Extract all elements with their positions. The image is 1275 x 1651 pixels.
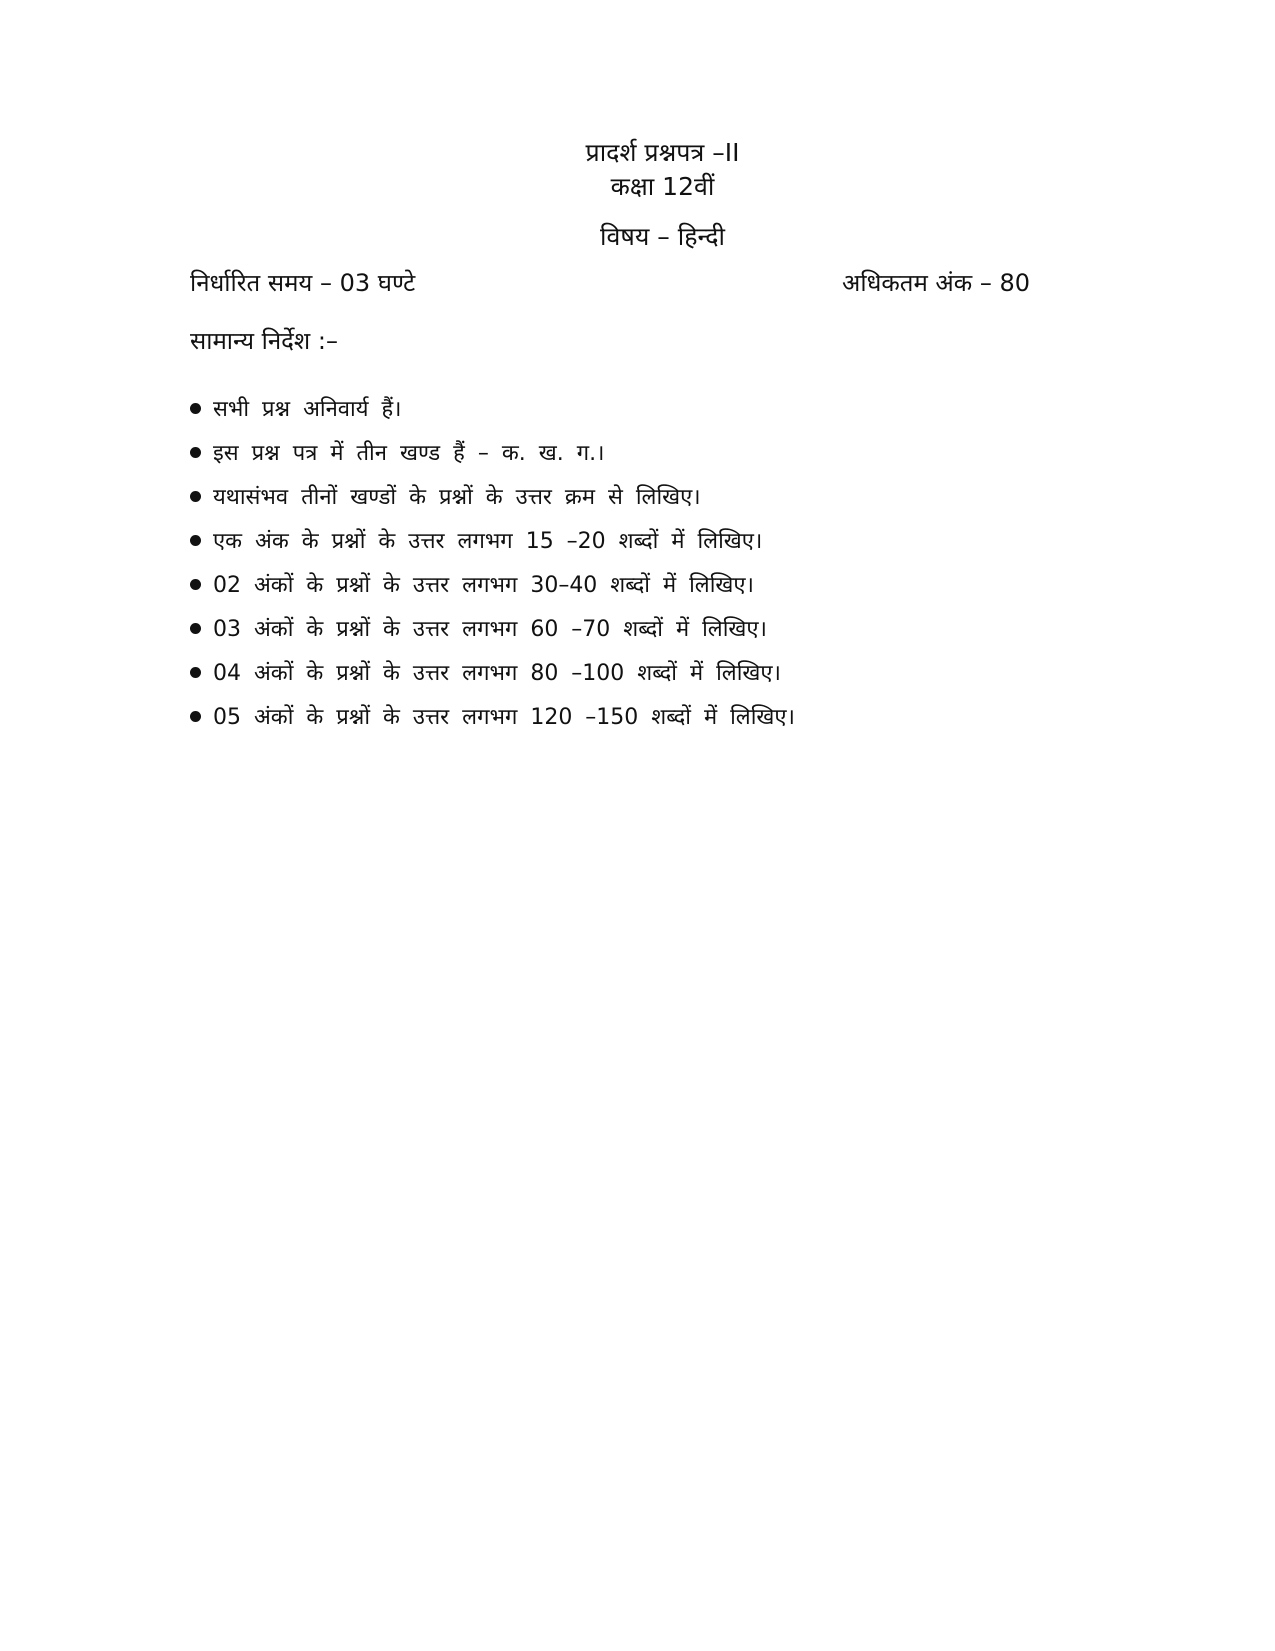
list-item: [190, 524, 1090, 568]
bullet-icon: [190, 447, 201, 458]
instruction-text: 04 अंकों के प्रश्नों के उत्तर लगभग 80 –100 शब्दों में लिखिए।: [213, 661, 781, 686]
instruction-text: यथासंभव तीनों खण्डों के प्रश्नों के उत्तर क्रम से लिखिए।: [213, 485, 701, 510]
time-allotted: निर्धारित समय – 03 घण्टे: [190, 269, 416, 297]
paper-title: प्रादर्श प्रश्नपत्र –II: [585, 138, 740, 167]
exam-meta-row: [190, 265, 1030, 301]
instruction-text: 02 अंकों के प्रश्नों के उत्तर लगभग 30–40 शब्दों में लिखिए।: [213, 573, 754, 598]
bullet-icon: [190, 535, 201, 546]
bullet-icon: [190, 403, 201, 414]
instructions-heading: सामान्य निर्देश :–: [190, 327, 338, 355]
list-item: [190, 656, 1090, 700]
maximum-marks: अधिकतम अंक – 80: [842, 269, 1030, 297]
bullet-icon: [190, 711, 201, 722]
instruction-text: 03 अंकों के प्रश्नों के उत्तर लगभग 60 –70 शब्दों में लिखिए।: [213, 617, 767, 642]
class-line: कक्षा 12वीं: [610, 172, 715, 201]
bullet-icon: [190, 579, 201, 590]
list-item: [190, 436, 1090, 480]
instruction-text: एक अंक के प्रश्नों के उत्तर लगभग 15 –20 शब्दों में लिखिए।: [213, 529, 763, 554]
list-item: [190, 612, 1090, 656]
instruction-text: 05 अंकों के प्रश्नों के उत्तर लगभग 120 –150 शब्दों में लिखिए।: [213, 705, 795, 730]
instruction-text: सभी प्रश्न अनिवार्य हैं।: [213, 397, 402, 422]
bullet-icon: [190, 623, 201, 634]
subject-line: विषय – हिन्दी: [600, 222, 725, 251]
list-item: [190, 480, 1090, 524]
list-item: [190, 568, 1090, 612]
list-item: [190, 700, 1090, 744]
bullet-icon: [190, 491, 201, 502]
instruction-list: [190, 392, 1090, 744]
list-item: [190, 392, 1090, 436]
bullet-icon: [190, 667, 201, 678]
instruction-text: इस प्रश्न पत्र में तीन खण्ड हैं – क. ख. ग.।: [213, 441, 605, 466]
